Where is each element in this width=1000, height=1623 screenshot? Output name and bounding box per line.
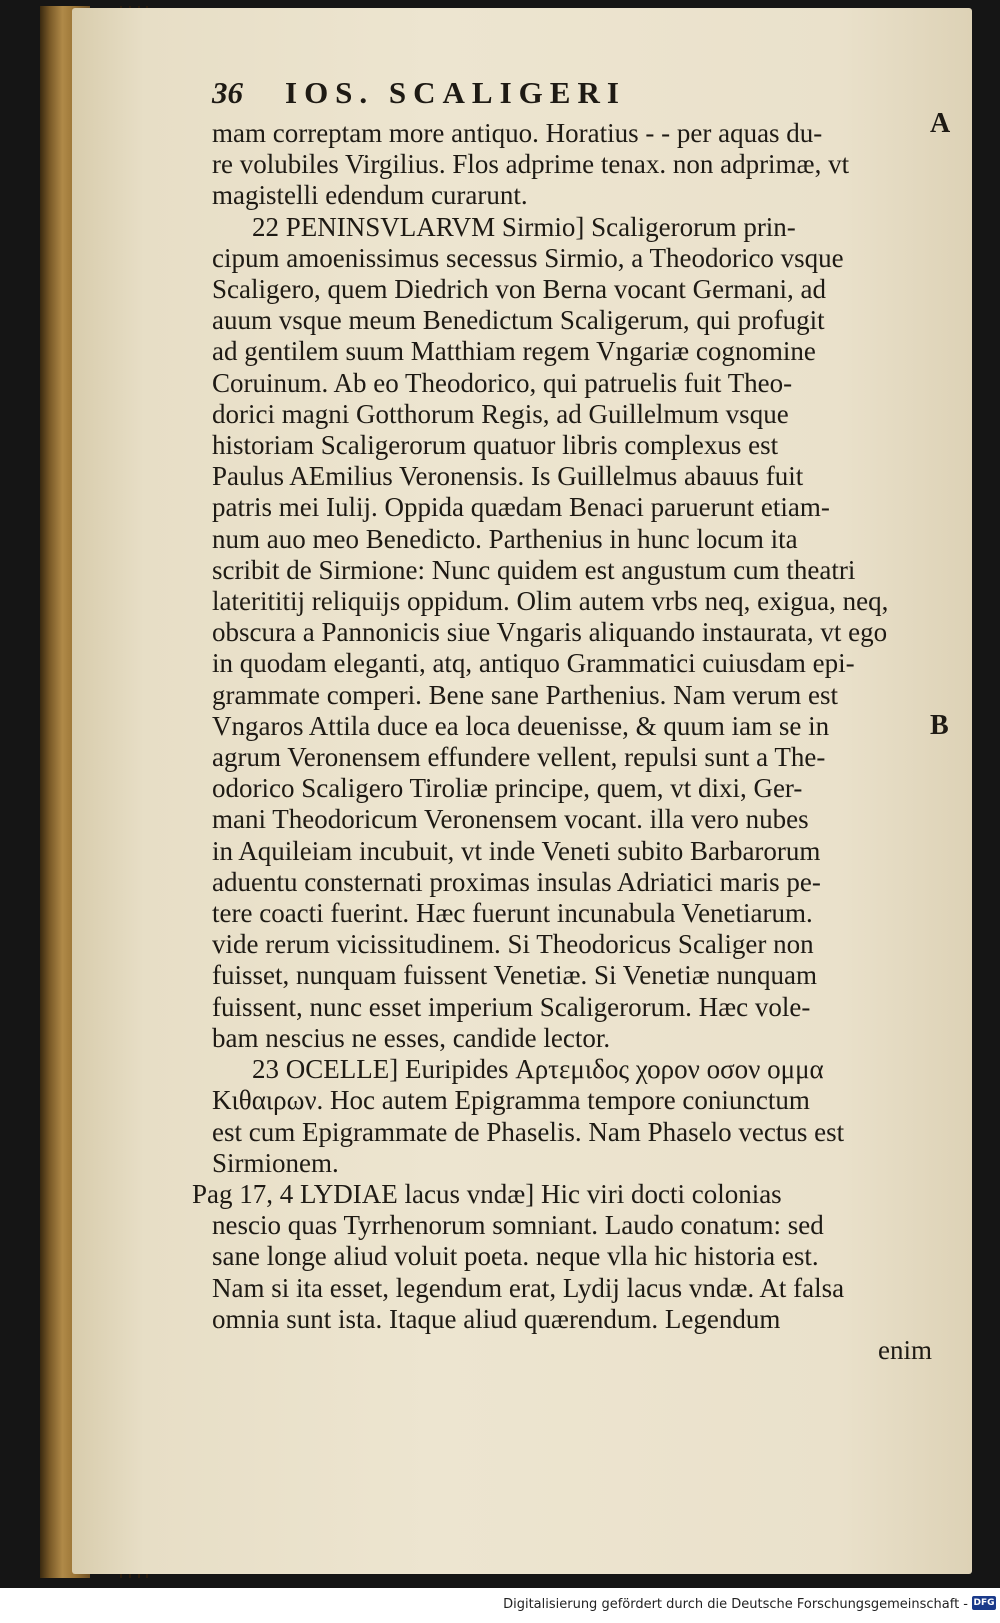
text-line: historiam Scaligerorum quatuor libris complexus est [212, 430, 779, 461]
text-line: sane longe aliud voluit poeta. neque vlla hic historia est. [212, 1241, 819, 1272]
running-head-title: IOS. SCALIGERI [285, 75, 626, 110]
text-line: Sirmionem. [212, 1147, 339, 1178]
text-line: magistelli edendum curarunt. [212, 180, 528, 211]
text-line: fuisset, nunquam fuissent Venetiæ. Si Venetiæ nunquam [212, 960, 817, 991]
text-line: est cum Epigrammate de Phaselis. Nam Phaselo vectus est [212, 1116, 845, 1147]
text-line: re volubiles Virgilius. Flos adprime tenax. non adprimæ, vt [212, 149, 850, 180]
text-line: Vngaros Attila duce ea loca deuenisse, & quum iam se in [212, 710, 830, 741]
text-line: obscura a Pannonicis siue Vngaris aliquando instaurata, vt ego [212, 617, 888, 648]
text-line: auum vsque meum Benedictum Scaligerum, qui profugit [212, 305, 825, 336]
text-line: Coruinum. Ab eo Theodorico, qui patruelis fuit Theo- [212, 367, 793, 398]
text-line: cipum amoenissimus secessus Sirmio, a Theodorico vsque [212, 242, 844, 273]
text-line: agrum Veronensem effundere vellent, repulsi sunt a The- [212, 742, 826, 773]
text-line: grammate comperi. Bene sane Parthenius. Nam verum est [212, 679, 839, 710]
text-line: 22 PENINSVLARVM Sirmio] Scaligerorum prin- [252, 211, 796, 242]
text-line: Pag 17, 4 LYDIAE lacus vndæ] Hic viri docti colonias [192, 1178, 782, 1209]
text-line: bam nescius ne esses, candide lector. [212, 1022, 611, 1053]
text-line: Κιθαιρων. Hoc autem Epigramma tempore coniunctum [212, 1085, 810, 1116]
text-line: mani Theodoricum Veronensem vocant. illa vero nubes [212, 804, 809, 835]
text-line: dorici magni Gotthorum Regis, ad Guillelmum vsque [212, 398, 789, 429]
text-line: mam correptam more antiquo. Horatius - - per aquas du- [212, 118, 823, 148]
margin-letter-b: B [930, 710, 949, 741]
text-line: aduentu consternati proximas insulas Adriatici maris pe- [212, 866, 821, 897]
dfg-logo-icon: DFG [973, 1598, 995, 1608]
text-line: laterititij reliquijs oppidum. Olim autem vrbs neq, exigua, neq, [212, 586, 889, 617]
text-line: 23 OCELLE] Euripides Αρτεμιδος χορον οσον ομμα [252, 1054, 824, 1085]
text-line: ad gentilem suum Matthiam regem Vngariæ cognomine [212, 336, 816, 367]
page-text [140, 70, 930, 1366]
digitization-footer [0, 1588, 1000, 1623]
text-line: patris mei Iulij. Oppida quædam Benaci paruerunt etiam- [212, 492, 830, 523]
footer-credit: Digitalisierung gefördert durch die Deutsche Forschungsgemeinschaft - [503, 1597, 968, 1612]
text-line: in Aquileiam incubuit, vt inde Veneti subito Barbarorum [212, 835, 821, 866]
running-head [212, 70, 930, 116]
text-line: fuissent, nunc esset imperium Scaligerorum. Hæc vole- [212, 991, 811, 1022]
page-number: 36 [212, 75, 243, 110]
text-line: num auo meo Benedicto. Parthenius in hunc locum ita [212, 523, 798, 554]
text-line: Paulus AEmilius Veronensis. Is Guillelmus abauus fuit [212, 461, 804, 492]
text-lines [140, 118, 930, 1366]
text-line: nescio quas Tyrrhenorum somniant. Laudo conatum: sed [212, 1210, 824, 1241]
text-line: omnia sunt ista. Itaque aliud quærendum. Legendum [212, 1303, 781, 1334]
margin-letter-a: A [930, 108, 951, 139]
text-line: Scaligero, quem Diedrich von Berna vocant Germani, ad [212, 274, 827, 305]
text-line: vide rerum vicissitudinem. Si Theodoricus Scaliger non [212, 929, 814, 960]
text-line: enim [878, 1334, 932, 1365]
text-line: in quodam eleganti, atq, antiquo Grammatici cuiusdam epi- [212, 648, 855, 679]
text-line: Nam si ita esset, legendum erat, Lydij lacus vndæ. At falsa [212, 1272, 845, 1303]
text-line: tere coacti fuerint. Hæc fuerunt incunabula Venetiarum. [212, 898, 813, 929]
text-line: scribit de Sirmione: Nunc quidem est angustum cum theatri [212, 554, 856, 585]
text-line: odorico Scaligero Tiroliæ principe, quem, vt dixi, Ger- [212, 773, 803, 804]
